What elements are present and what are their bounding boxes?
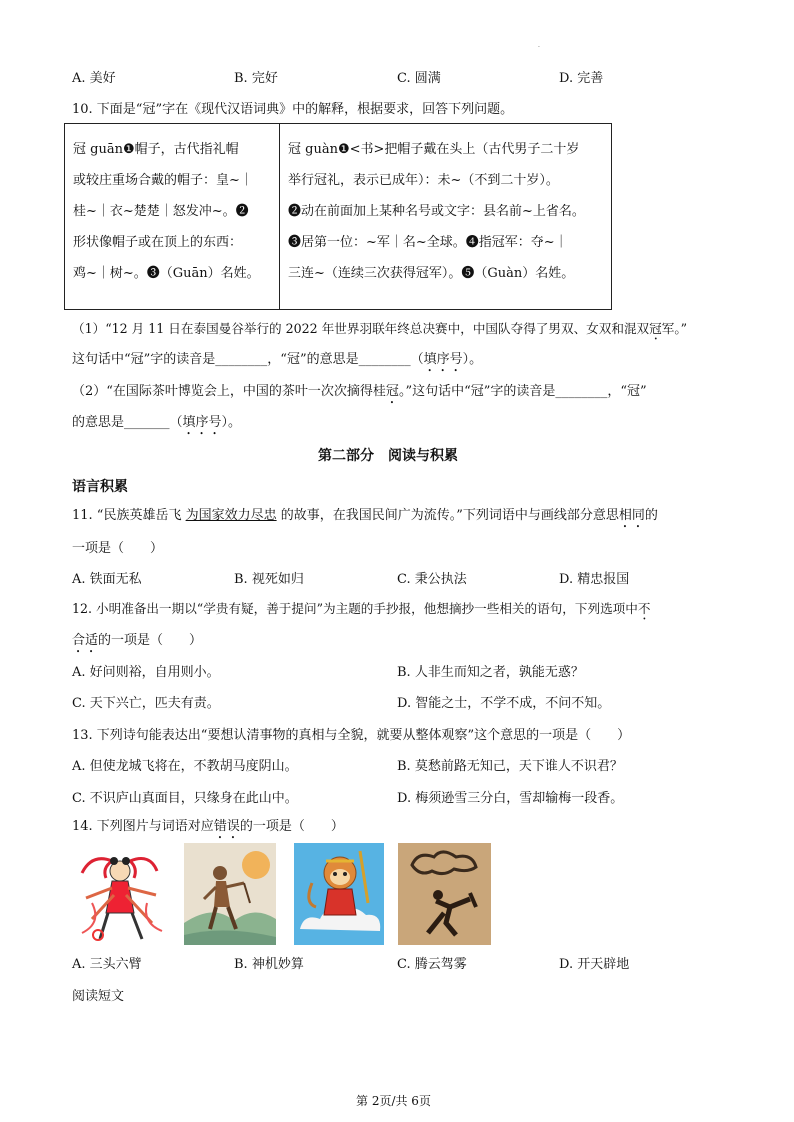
text: 12. 小明准备出一期以“学贵有疑，善于提问”为主题的手抄报，他想摘抄一些相关的语句，下列选项中 xyxy=(72,601,638,616)
q12-option-b[interactable]: B. 人非生而知之者，孰能无惑？ xyxy=(397,665,584,680)
q11-option-d[interactable]: D. 精忠报国 xyxy=(559,572,630,587)
dict-line: 桂~｜衣~楚楚｜怒发冲~。❷ xyxy=(73,204,249,219)
q14-stem xyxy=(72,815,344,842)
q14-option-b[interactable]: B. 神机妙算 xyxy=(234,957,304,972)
text: 军。” xyxy=(661,321,688,336)
q10-sub1-line2 xyxy=(72,348,482,375)
emphasis-text: 错误 xyxy=(213,819,240,834)
text: ）。 xyxy=(462,352,483,367)
emphasis-text: 填序号 xyxy=(182,415,222,430)
dict-line: ❷动在前面加上某种名号或文字：县名前~上省名。 xyxy=(288,204,585,219)
image-shennong-figure xyxy=(184,843,276,945)
emphasis-text: 相同 xyxy=(618,508,645,523)
text: ）。 xyxy=(221,415,242,430)
q11-stem-line1 xyxy=(72,504,658,531)
image-three-heads-six-arms xyxy=(72,843,168,945)
q10-stem: 10. 下面是“冠”字在《现代汉语词典》中的解释，根据要求，回答下列问题。 xyxy=(72,102,514,117)
q12-option-d[interactable]: D. 智能之士，不学不成，不问不知。 xyxy=(397,696,611,711)
emphasis-char: 冠 xyxy=(385,384,399,399)
dict-line: 举行冠礼，表示已成年）：未~（不到二十岁）。 xyxy=(288,173,559,188)
dict-line: 鸡~｜树~。❸（Guān）名姓。 xyxy=(73,266,260,281)
text: 11. “民族英雄岳飞 xyxy=(72,508,186,523)
q9-option-d[interactable]: D. 完善 xyxy=(559,71,604,86)
emphasis-text: 合适 xyxy=(72,633,99,648)
q12-stem-line1 xyxy=(72,598,650,623)
q13-option-a[interactable]: A. 但使龙城飞将在，不教胡马度阴山。 xyxy=(72,759,298,774)
q12-option-a[interactable]: A. 好问则裕，自用则小。 xyxy=(72,665,220,680)
q13-option-b[interactable]: B. 莫愁前路无知己，天下谁人不识君？ xyxy=(397,759,623,774)
q13-option-c[interactable]: C. 不识庐山真面目，只缘身在此山中。 xyxy=(72,791,298,806)
q11-stem-line2: 一项是（ ） xyxy=(72,541,164,556)
emphasis-text: 填序号 xyxy=(423,352,463,367)
reading-section-label: 阅读短文 xyxy=(72,989,125,1004)
dict-entry-guan1 xyxy=(65,124,280,310)
dict-line: 形状像帽子或在顶上的东西： xyxy=(73,235,243,250)
q13-stem: 13. 下列诗句能表达出“要想认清事物的真相与全貌，就要从整体观察”这个意思的一项是（ ） xyxy=(72,728,631,743)
q11-option-a[interactable]: A. 铁面无私 xyxy=(72,572,142,587)
q9-option-c[interactable]: C. 圆满 xyxy=(397,71,441,86)
text: 这句话中“冠”字的读音是________，“冠”的意思是________（ xyxy=(72,352,424,367)
page-footer: 第 2页/共 6页 xyxy=(356,1094,431,1108)
text: （2）“在国际茶叶博览会上，中国的茶叶一次次摘得桂 xyxy=(72,384,386,399)
text: 的 xyxy=(644,508,658,523)
q9-option-b[interactable]: B. 完好 xyxy=(234,71,278,86)
q12-option-c[interactable]: C. 天下兴亡，匹夫有责。 xyxy=(72,696,220,711)
image-pangu-rock-art xyxy=(398,843,491,945)
image-monkey-king-cloud xyxy=(294,843,384,945)
dict-entry-guan4 xyxy=(280,124,612,310)
text: 的一项是（ ） xyxy=(98,633,203,648)
text: 。”这句话中“冠”字的读音是________，“冠” xyxy=(398,384,647,399)
page-mark: . xyxy=(538,42,540,49)
q11-option-c[interactable]: C. 秉公执法 xyxy=(397,572,467,587)
dictionary-table xyxy=(64,123,612,310)
q14-option-c[interactable]: C. 腾云驾雾 xyxy=(397,957,467,972)
q10-sub1-line1 xyxy=(72,318,687,343)
q13-option-d[interactable]: D. 梅须逊雪三分白，雪却输梅一段香。 xyxy=(397,791,624,806)
dict-line: 或较庄重场合戴的帽子：皇~｜ xyxy=(73,173,253,188)
emphasis-char: 不 xyxy=(637,601,651,616)
text: 的一项是（ ） xyxy=(239,819,344,834)
q12-stem-line2 xyxy=(72,629,202,656)
q14-option-d[interactable]: D. 开天辟地 xyxy=(559,957,630,972)
dict-line: 冠 guàn❶<书>把帽子戴在头上（古代男子二十岁 xyxy=(288,142,580,157)
dict-line: ❸居第一位：~军｜名~全球。❹指冠军：夺~｜ xyxy=(288,235,568,250)
text: 的意思是_______（ xyxy=(72,415,183,430)
text: 14. 下列图片与词语对应 xyxy=(72,819,214,834)
q9-option-a[interactable]: A. 美好 xyxy=(72,71,116,86)
q11-option-b[interactable]: B. 视死如归 xyxy=(234,572,304,587)
dict-line: 三连~（连续三次获得冠军）。❺（Guàn）名姓。 xyxy=(288,266,575,281)
q10-sub2-line1 xyxy=(72,380,647,407)
q10-sub2-line2 xyxy=(72,411,241,438)
text: 的故事，在我国民间广为流传。”下列词语中与画线部分意思 xyxy=(276,508,619,523)
dict-line: 冠 guān❶帽子，古代指礼帽 xyxy=(73,142,239,157)
text: （1）“12 月 11 日在泰国曼谷举行的 2022 年世界羽联年终总决赛中，中国队夺得了男双、女双和混双 xyxy=(72,321,650,336)
part2-title: 第二部分 阅读与积累 xyxy=(318,448,458,464)
underlined-phrase: 为国家效力尽忠 xyxy=(185,508,277,523)
emphasis-char: 冠 xyxy=(649,321,662,336)
q14-option-a[interactable]: A. 三头六臂 xyxy=(72,957,142,972)
section-language-accumulation: 语言积累 xyxy=(72,479,128,495)
